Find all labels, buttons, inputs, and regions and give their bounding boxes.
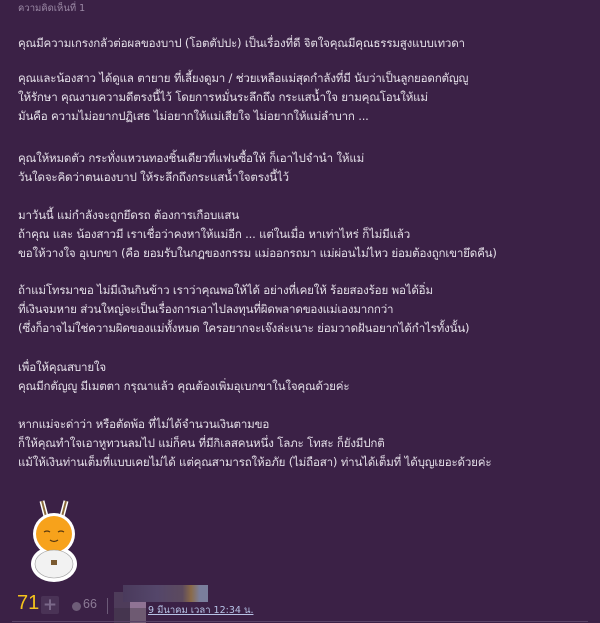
comment-line: เพื่อให้คุณสบายใจ [18,360,106,374]
username-link[interactable] [123,585,208,602]
comment-line: ถ้าแม่โทรมาขอ ไม่มีเงินกินข้าว เราว่าคุณพอให้ได้ อย่างที่เคยให้ ร้อยสองร้อย พอได้อิ่ม [18,283,433,297]
comment-line: ให้รักษา คุณงามความดีตรงนี้ไว้ โดยการหมั่นระลึกถึง กระแสน้ำใจ ยามคุณโอนให้แม่ [18,90,428,104]
comment-paragraph [18,69,468,126]
comment-paragraph [18,206,497,263]
comment-line: คุณและน้องสาว ได้ดูแล ตายาย ที่เลี้ยงดูมา / ช่วยเหลือแม่สุดกำลังที่มี นับว่าเป็นลูกยอดกตัญญู [18,71,469,85]
comment-bottom-border [12,621,588,622]
emotion-icon[interactable] [72,602,81,611]
comment-paragraph [18,34,465,53]
comment-line: ขอให้วางใจ อุเบกขา (คือ ยอมรับในกฎของกรรม แม่ออกรถมา แม่ผ่อนไม่ไหว ย่อมต้องถูกเขายึดคืน) [18,246,497,260]
comment-date-link[interactable]: 9 มีนาคม เวลา 12:34 น. [148,605,254,616]
comment-number: ความคิดเห็นที่ 1 [18,3,86,14]
comment-line: แม้ให้เงินท่านเต็มที่แบบเคยไม่ได้ แต่คุณสามารถให้อภัย (ไม่ถือสา) ท่านได้เต็มที่ ได้บุญเยอะด้วยค่ะ [18,455,492,469]
comment-line: มาวันนี้ แม่กำลังจะถูกยึดรถ ต้องการเกือบแสน [18,208,240,222]
comment-line: คุณมีความเกรงกลัวต่อผลของบาป (โอตตัปปะ) เป็นเรื่องที่ดี จิตใจคุณมีคุณธรรมสูงแบบเทวดา [18,36,465,50]
footer-divider [107,598,108,614]
comment-line: หากแม่จะด่าว่า หรือตัดพ้อ ที่ไม่ได้จำนวนเงินตามขอ [18,417,270,431]
mascot-sticker-icon [30,498,78,584]
comment-line: คุณให้หมดตัว กระทั่งแหวนทองชิ้นเดียวที่แฟนซื้อให้ ก็เอาไปจำนำ ให้แม่ [18,151,365,165]
comment-paragraph [18,281,469,338]
comment-line: มันคือ ความไม่อยากปฏิเสธ ไม่อยากให้แม่เสียใจ ไม่อยากให้แม่ลำบาก ... [18,109,369,123]
comment-line: ถ้าคุณ และ น้องสาวมี เราเชื่อว่าคงหาให้แม่อีก ... แต่ในเมื่อ หาเท่าไหร่ ก็ไม่มีแล้ว [18,227,411,241]
vote-score: 71 [17,592,40,614]
comment-paragraph [18,415,491,472]
comment-paragraph [18,149,364,187]
comment-line: คุณมีกตัญญู มีเมตตา กรุณาแล้ว คุณต้องเพิ่มอุเบกขาในใจคุณด้วยค่ะ [18,379,350,393]
emotion-count[interactable]: 66 [83,597,97,611]
comment-paragraph [18,358,349,396]
comment-line: วันใดจะคิดว่าตนเองบาป ให้ระลึกถึงกระแสน้ำใจตรงนี้ไว้ [18,170,289,184]
comment-line: (ซึ่งก็อาจไม่ใช่ความผิดของแม่ทั้งหมด ใครอยากจะเจ๊งล่ะเนาะ ย่อมวาดฝันอยากได้กำไรทั้งนั้น) [18,321,470,335]
comment-line: ก็ให้คุณทำใจเอาหูทวนลมไป แม่ก็คน ที่มีกิเลสคนหนึ่ง โลภะ โทสะ ก็ยังมีปกติ [18,436,385,450]
comment-line: ที่เงินจมหาย ส่วนใหญ่จะเป็นเรื่องการเอาไปลงทุนที่ผิดพลาดของแม่เองมากกว่า [18,302,394,316]
vote-plus-button[interactable]: + [42,595,58,615]
